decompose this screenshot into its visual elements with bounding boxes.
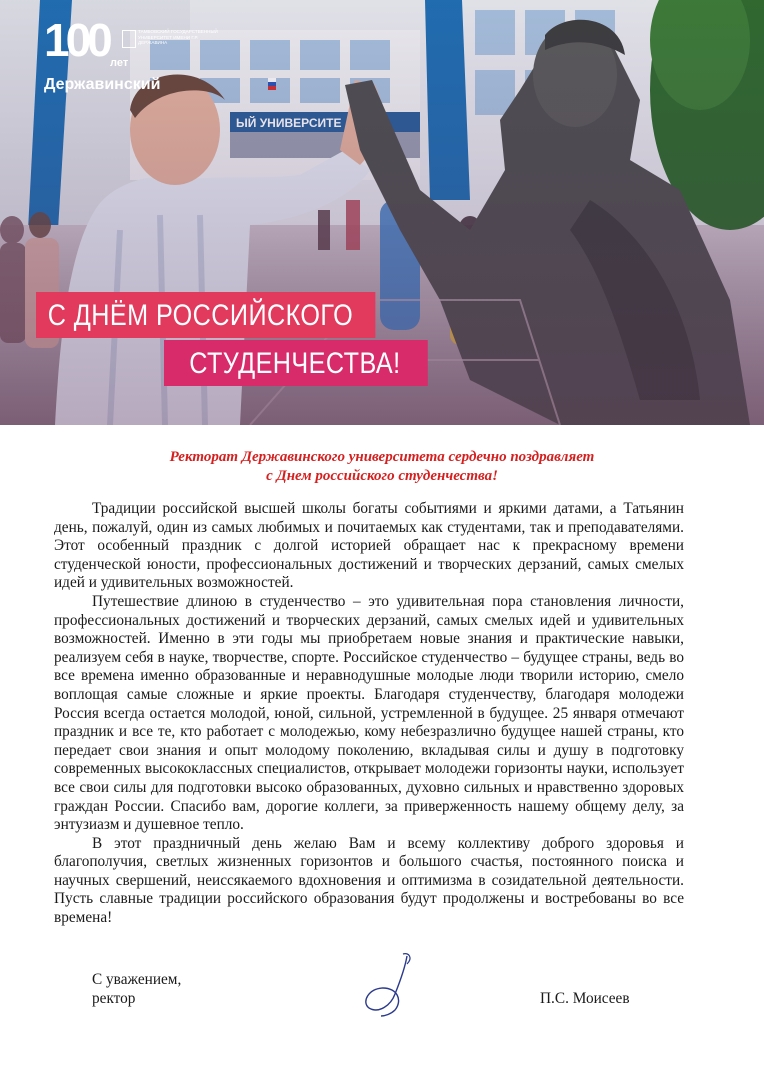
logo-crest-icon — [122, 30, 136, 48]
logo-university-full-name: ТАМБОВСКИЙ ГОСУДАРСТВЕННЫЙ УНИВЕРСИТЕТ ИМЕНИ Г.Р. ДЕРЖАВИНА — [138, 29, 218, 45]
letter-closing — [92, 970, 181, 1008]
letter-paragraph-3: В этот праздничный день желаю Вам и всему коллективу доброго здоровья и благополучия, светлых жизненных горизонтов и большого счастья, постоянного поиска и научных свершений, неиссякаемого вдохновения и оптимизма в созидательной деятельности. Пусть славные традиции российского образования будут продолжены и востребованы во все времена! — [54, 834, 684, 927]
closing-position: ректор — [92, 990, 136, 1007]
letter-greeting — [0, 448, 764, 486]
logo-brand-name: Державинский — [44, 76, 161, 93]
header-banner — [0, 0, 764, 425]
closing-regards: С уважением, — [92, 971, 182, 988]
letter-body — [54, 500, 684, 928]
signer-name: П.С. Моисеев — [540, 990, 630, 1007]
logo-years-label: лет — [110, 57, 129, 69]
university-logo — [40, 12, 218, 97]
greeting-line-2: с Днем российского студенчества! — [266, 468, 498, 484]
rector-signature — [355, 950, 425, 1020]
letter-paragraph-2: Путешествие длиною в студенчество – это удивительная пора становления личности, профессиональных достижений и творческих дерзаний, самых смелых идей и удивительных возможностей. Именно в эти годы мы приобретаем новые знания и практические навыки, реализуем себя в науке, творчестве, спорте. Российское студенчество – будущее страны, ведь во все времена именно образованные и неравнодушные молодые люди творили историю, смело воплощая самые сложные и яркие проекты. Благодаря студенчеству, благодаря молодежи Россия всегда остается молодой, юной, сильной, устремленной в будущее. 25 января отмечают праздник и все те, кто работает с молодежью, кому небезразлично будущее нашей страны, кто передает свои знания и опыт молодому поколению, вкладывая силы и душу в подготовку современных высококлассных специалистов, открывает молодежи горизонты науки, использует все свои силы для подготовки высоко образованных, духовно сильных и нравственно здоровых граждан России. Спасибо вам, дорогие коллеги, за приверженность нашему общему делу, за энтузиазм и душевное тепло. — [54, 592, 684, 834]
banner-title-line-1: С ДНЁМ РОССИЙСКОГО — [36, 292, 375, 338]
logo-anniversary-number: 100 — [44, 14, 109, 66]
letter-paragraph-1: Традиции российской высшей школы богаты событиями и яркими датами, а Татьянин день, пожалуй, один из самых любимых и почитаемых как студентами, так и преподавателями. Этот особенный праздник с долгой историей обращает нас к прекрасному времени студенческой юности, профессиональных достижений и творческих дерзаний, самых смелых идей и удивительных возможностей. — [54, 500, 684, 592]
greeting-line-1: Ректорат Державинского университета сердечно поздравляет — [169, 449, 595, 465]
banner-title-line-2: СТУДЕНЧЕСТВА! — [164, 340, 427, 386]
